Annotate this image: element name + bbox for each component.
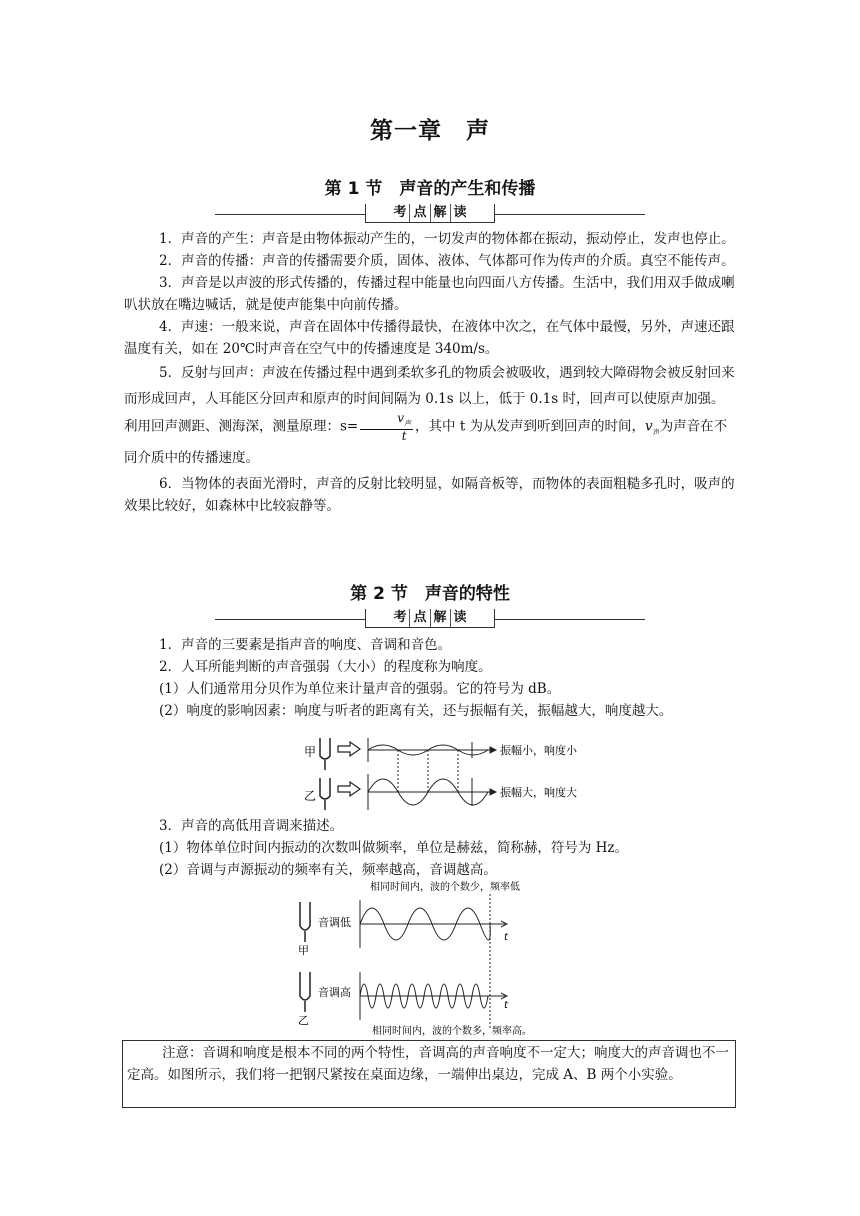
section-2-title: 第 2 节 声音的特性 xyxy=(350,584,510,604)
tuning-fork-icon xyxy=(320,738,330,810)
note-box xyxy=(122,1040,736,1108)
banner-line-left xyxy=(215,619,365,620)
paragraph: (1）人们通常用分贝作为单位来计量声音的强弱。它的符号为 dB。 xyxy=(159,681,561,697)
paragraph: 3．声音的高低用音调来描述。 xyxy=(159,818,344,834)
paragraph: (2）音调与声源振动的频率有关，频率越高，音调越高。 xyxy=(159,862,497,878)
tuning-fork-icon xyxy=(300,902,310,1012)
banner-line-left xyxy=(215,214,365,215)
amplitude-figure xyxy=(300,730,600,812)
paragraph: (2）响度的影响因素：响度与听者的距离有关，还与振幅有关，振幅越大，响度越大。 xyxy=(159,703,673,719)
banner-line-right xyxy=(493,214,645,215)
section-1-content xyxy=(124,228,736,517)
formula-fraction: $\frac{v_声}{t}$ xyxy=(360,412,413,442)
note-text: 注意：音调和响度是根本不同的两个特性，音调高的声音响度不一定大；响度大的声音调也不一定高。如图所示，我们将一把钢尺紧按在桌面边缘，一端伸出桌边，完成 A、B 两个小实验。 xyxy=(127,1045,729,1083)
axis-label-t: t xyxy=(504,1000,508,1011)
paragraph: 2．声音的传播：声音的传播需要介质，固体、液体、气体都可作为传声的介质。真空不能传声。 xyxy=(159,253,735,269)
caption-large-amplitude: 振幅大，响度大 xyxy=(500,786,577,799)
arrow-icon xyxy=(338,742,360,796)
chapter-title: 第一章 声 xyxy=(370,118,490,144)
banner-label: 考 点 解 读 xyxy=(365,204,495,223)
paragraph: 3．声音是以声波的形式传播的，传播过程中能量也向四面八方传播。生活中，我们用双手做成喇叭状放在嘴边喊话，就是使声能集中向前传播。 xyxy=(124,275,735,313)
section-1-title: 第 1 节 声音的产生和传播 xyxy=(324,179,536,199)
axis-label-t: t xyxy=(504,932,508,943)
section-1-banner xyxy=(215,204,645,224)
paragraph: 1．声音的三要素是指声音的响度、音调和音色。 xyxy=(159,637,452,653)
section-2-banner xyxy=(215,609,645,629)
section-2-content-b xyxy=(124,815,736,881)
paragraph: 6．当物体的表面光滑时，声音的反射比较明显，如隔音板等，而物体的表面粗糙多孔时，吸声的效果比较好，如森林中比较寂静等。 xyxy=(124,476,735,515)
caption-high-frequency: 相同时间内，波的个数多，频率高。 xyxy=(372,1026,532,1037)
paragraph: 2．人耳所能判断的声音强弱（大小）的程度称为响度。 xyxy=(159,659,492,675)
paragraph-echo: 5．反射与回声：声波在传播过程中遇到柔软多孔的物质会被吸收，遇到较大障碍物会被反射回来而形成回声，人耳能区分回声和原声的时间间隔为 0.1s 以上，低于 0.1s 时，回声可以使原声加强。利用回声测距、测海深，测量原理：s= $\frac{v_声}{t}$ ，其中 t 为从发声到听到回声的时间，$v_声$为声音在不同介质中的传播速度。 xyxy=(124,365,735,467)
label-high-pitch: 音调高 xyxy=(318,986,351,999)
label-yi: 乙 xyxy=(304,789,317,803)
banner-line-right xyxy=(493,619,645,620)
paragraph: 1．声音的产生：声音是由物体振动产生的，一切发声的物体都在振动，振动停止，发声也停止。 xyxy=(159,231,735,247)
label-yi: 乙 xyxy=(298,1014,309,1027)
paragraph: (1）物体单位时间内振动的次数叫做频率，单位是赫兹，简称赫，符号为 Hz。 xyxy=(159,840,629,856)
paragraph: 4．声速：一般来说，声音在固体中传播得最快，在液体中次之，在气体中最慢，另外，声速还跟温度有关，如在 20℃时声音在空气中的传播速度是 340m/s。 xyxy=(124,319,735,357)
caption-low-frequency: 相同时间内，波的个数少，频率低 xyxy=(370,882,520,893)
pitch-figure xyxy=(290,880,580,1038)
section-2-content-a xyxy=(124,634,736,722)
label-jia: 甲 xyxy=(298,944,309,957)
caption-small-amplitude: 振幅小，响度小 xyxy=(500,744,577,757)
label-low-pitch: 音调低 xyxy=(318,916,351,929)
banner-label: 考 点 解 读 xyxy=(365,609,495,628)
label-jia: 甲 xyxy=(304,745,317,759)
